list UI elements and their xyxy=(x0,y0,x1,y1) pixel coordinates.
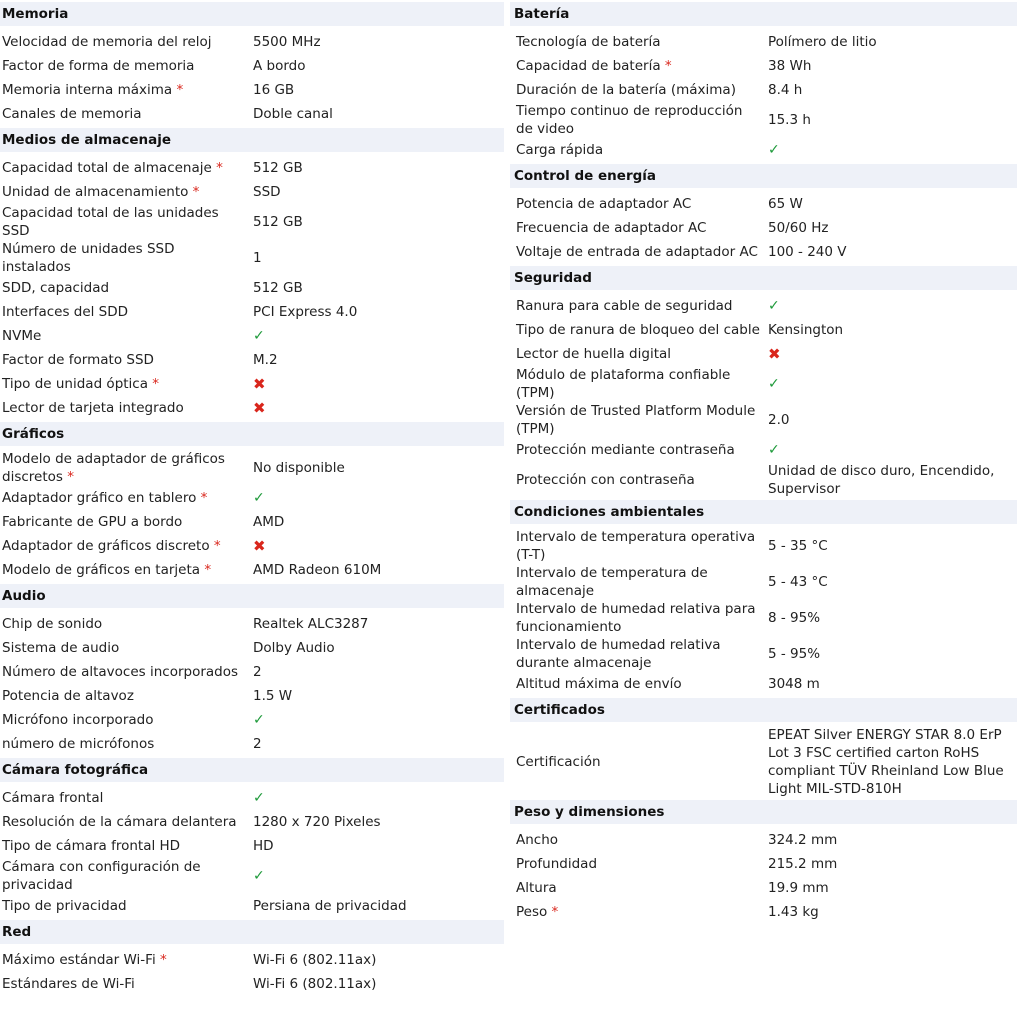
check-icon: ✓ xyxy=(768,142,780,158)
spec-label-text: Micrófono incorporado xyxy=(2,712,154,728)
spec-label-text: Duración de la batería (máxima) xyxy=(516,82,736,98)
section-seguridad xyxy=(510,264,1017,498)
spec-value: Wi-Fi 6 (802.11ax) xyxy=(253,976,377,992)
spec-label-text: Canales de memoria xyxy=(2,106,142,122)
spec-value: 8.4 h xyxy=(768,82,803,98)
spec-row xyxy=(510,240,1017,264)
spec-label xyxy=(510,219,768,237)
spec-value: Dolby Audio xyxy=(253,640,335,656)
spec-row xyxy=(510,294,1017,318)
spec-row xyxy=(510,138,1017,162)
spec-label xyxy=(0,489,253,507)
spec-label xyxy=(0,951,253,969)
spec-label xyxy=(510,297,768,315)
spec-label-text: Modelo de gráficos en tarjeta xyxy=(2,562,201,578)
spec-row xyxy=(0,510,504,534)
spec-label-text: Protección mediante contraseña xyxy=(516,442,735,458)
spec-label xyxy=(0,615,253,633)
spec-value: 100 - 240 V xyxy=(768,244,847,260)
spec-label xyxy=(0,57,253,75)
spec-row xyxy=(0,348,504,372)
spec-label-text: Capacidad total de almacenaje xyxy=(2,160,212,176)
section-condiciones-ambientales xyxy=(510,498,1017,696)
section-header: Gráficos xyxy=(0,422,504,446)
spec-value: 512 GB xyxy=(253,280,303,296)
section-header: Seguridad xyxy=(510,266,1017,290)
spec-label-text: Tipo de privacidad xyxy=(2,898,127,914)
spec-row xyxy=(0,810,504,834)
spec-value: 16 GB xyxy=(253,82,295,98)
spec-row xyxy=(0,486,504,510)
required-asterisk: * xyxy=(209,538,221,554)
spec-label-text: Intervalo de humedad relativa durante almacenaje xyxy=(516,637,721,671)
spec-value: 19.9 mm xyxy=(768,880,829,896)
spec-row xyxy=(0,972,504,996)
spec-row xyxy=(0,156,504,180)
spec-value: 5 - 43 °C xyxy=(768,574,828,590)
section-header: Condiciones ambientales xyxy=(510,500,1017,524)
spec-label xyxy=(0,204,253,240)
spec-label xyxy=(0,711,253,729)
spec-row xyxy=(510,900,1017,924)
section-header: Audio xyxy=(0,584,504,608)
spec-label xyxy=(0,897,253,915)
spec-label xyxy=(510,402,768,438)
spec-row xyxy=(0,30,504,54)
spec-row xyxy=(0,660,504,684)
spec-row xyxy=(510,216,1017,240)
spec-row xyxy=(510,192,1017,216)
section-medios-de-almacenaje xyxy=(0,126,504,420)
spec-value: 1280 x 720 Pixeles xyxy=(253,814,381,830)
spec-row xyxy=(510,102,1017,138)
spec-row xyxy=(0,396,504,420)
spec-value: 512 GB xyxy=(253,160,303,176)
spec-label xyxy=(0,81,253,99)
check-icon: ✓ xyxy=(253,490,265,506)
spec-label-text: Módulo de plataforma confiable (TPM) xyxy=(516,367,731,401)
spec-value: Realtek ALC3287 xyxy=(253,616,369,632)
spec-label-text: Resolución de la cámara delantera xyxy=(2,814,237,830)
spec-value: 50/60 Hz xyxy=(768,220,829,236)
spec-label-text: Potencia de adaptador AC xyxy=(516,196,692,212)
cross-icon: ✖ xyxy=(253,375,266,393)
section-camara-fotografica xyxy=(0,756,504,918)
spec-label-text: Altura xyxy=(516,880,557,896)
spec-label xyxy=(510,675,768,693)
spec-label xyxy=(510,528,768,564)
spec-label-text: Factor de forma de memoria xyxy=(2,58,195,74)
spec-value: Wi-Fi 6 (802.11ax) xyxy=(253,952,377,968)
spec-label xyxy=(510,243,768,261)
required-asterisk: * xyxy=(660,58,672,74)
spec-row xyxy=(510,318,1017,342)
spec-label xyxy=(0,561,253,579)
spec-row xyxy=(510,672,1017,696)
spec-value: EPEAT Silver ENERGY STAR 8.0 ErP Lot 3 FSC certified carton RoHS compliant TÜV Rheinland Low Blue Light MIL-STD-810H xyxy=(768,727,1004,797)
spec-label xyxy=(0,375,253,393)
section-header: Medios de almacenaje xyxy=(0,128,504,152)
spec-label xyxy=(0,450,253,486)
required-asterisk: * xyxy=(547,904,559,920)
spec-label xyxy=(0,513,253,531)
spec-label-text: Número de altavoces incorporados xyxy=(2,664,239,680)
spec-row xyxy=(0,786,504,810)
spec-label-text: Carga rápida xyxy=(516,142,604,158)
spec-label-text: Peso xyxy=(516,904,548,920)
spec-label-text: Factor de formato SSD xyxy=(2,352,154,368)
spec-label-text: Tiempo continuo de reproducción de video xyxy=(516,103,743,137)
spec-row xyxy=(0,78,504,102)
spec-label xyxy=(0,33,253,51)
section-header: Batería xyxy=(510,2,1017,26)
spec-label xyxy=(0,789,253,807)
spec-label-text: Sistema de audio xyxy=(2,640,120,656)
spec-label-text: Estándares de Wi-Fi xyxy=(2,976,135,992)
section-header: Certificados xyxy=(510,698,1017,722)
spec-value: 65 W xyxy=(768,196,803,212)
spec-label xyxy=(0,639,253,657)
spec-label-text: Capacidad de batería xyxy=(516,58,661,74)
spec-label xyxy=(0,813,253,831)
spec-label xyxy=(510,141,768,159)
spec-label xyxy=(510,753,768,771)
spec-label-text: Máximo estándar Wi-Fi xyxy=(2,952,156,968)
spec-value: AMD Radeon 610M xyxy=(253,562,382,578)
spec-value: AMD xyxy=(253,514,285,530)
spec-label-text: Fabricante de GPU a bordo xyxy=(2,514,183,530)
spec-label xyxy=(510,366,768,402)
spec-label xyxy=(510,855,768,873)
required-asterisk: * xyxy=(148,376,160,392)
spec-label xyxy=(510,321,768,339)
spec-value: 324.2 mm xyxy=(768,832,838,848)
spec-row xyxy=(0,180,504,204)
spec-value: A bordo xyxy=(253,58,306,74)
check-icon: ✓ xyxy=(768,442,780,458)
spec-row xyxy=(0,450,504,486)
spec-label xyxy=(0,975,253,993)
spec-label-text: Certificación xyxy=(516,754,601,770)
check-icon: ✓ xyxy=(768,376,780,392)
spec-column-right xyxy=(510,0,1017,996)
spec-label-text: Altitud máxima de envío xyxy=(516,676,682,692)
spec-value: SSD xyxy=(253,184,281,200)
spec-label xyxy=(0,537,253,555)
cross-icon: ✖ xyxy=(253,399,266,417)
spec-row xyxy=(510,600,1017,636)
spec-value: No disponible xyxy=(253,460,345,476)
spec-label-text: Interfaces del SDD xyxy=(2,304,129,320)
spec-label-text: Intervalo de humedad relativa para funcionamiento xyxy=(516,601,756,635)
spec-label-text: Tecnología de batería xyxy=(516,34,661,50)
required-asterisk: * xyxy=(188,184,200,200)
spec-label xyxy=(510,879,768,897)
spec-label-text: número de micrófonos xyxy=(2,736,155,752)
check-icon: ✓ xyxy=(768,298,780,314)
spec-label-text: NVMe xyxy=(2,328,42,344)
spec-value: 15.3 h xyxy=(768,112,811,128)
spec-row xyxy=(510,402,1017,438)
spec-label xyxy=(510,441,768,459)
spec-row xyxy=(0,204,504,240)
cross-icon: ✖ xyxy=(253,537,266,555)
spec-label xyxy=(0,351,253,369)
spec-value: 215.2 mm xyxy=(768,856,838,872)
spec-label-text: Adaptador de gráficos discreto xyxy=(2,538,210,554)
spec-label-text: Voltaje de entrada de adaptador AC xyxy=(516,244,758,260)
spec-row xyxy=(0,948,504,972)
section-memoria xyxy=(0,0,504,126)
spec-label xyxy=(510,831,768,849)
spec-label-text: Lector de tarjeta integrado xyxy=(2,400,184,416)
section-peso-y-dimensiones xyxy=(510,798,1017,924)
spec-label xyxy=(0,399,253,417)
spec-row xyxy=(510,54,1017,78)
spec-label-text: Modelo de adaptador de gráficos discretos xyxy=(2,451,225,485)
spec-label xyxy=(0,105,253,123)
required-asterisk: * xyxy=(155,952,167,968)
spec-label-text: Profundidad xyxy=(516,856,598,872)
spec-label-text: Unidad de almacenamiento xyxy=(2,184,189,200)
spec-value: 2 xyxy=(253,736,262,752)
spec-row xyxy=(0,858,504,894)
spec-label-text: Frecuencia de adaptador AC xyxy=(516,220,707,236)
spec-row xyxy=(0,684,504,708)
check-icon: ✓ xyxy=(253,790,265,806)
section-control-de-energia xyxy=(510,162,1017,264)
spec-row xyxy=(0,894,504,918)
spec-row xyxy=(0,732,504,756)
spec-value: Kensington xyxy=(768,322,844,338)
spec-row xyxy=(0,102,504,126)
spec-row xyxy=(0,708,504,732)
spec-label xyxy=(0,240,253,276)
spec-label xyxy=(510,636,768,672)
spec-row xyxy=(510,342,1017,366)
spec-row xyxy=(510,528,1017,564)
spec-value: 2.0 xyxy=(768,412,790,428)
spec-label-text: Intervalo de temperatura operativa (T-T) xyxy=(516,529,756,563)
spec-row xyxy=(510,78,1017,102)
spec-value: 3048 m xyxy=(768,676,820,692)
required-asterisk: * xyxy=(211,160,223,176)
check-icon: ✓ xyxy=(253,712,265,728)
spec-label-text: Cámara frontal xyxy=(2,790,104,806)
spec-label xyxy=(510,102,768,138)
spec-label-text: Velocidad de memoria del reloj xyxy=(2,34,212,50)
spec-value: M.2 xyxy=(253,352,278,368)
spec-value: 1.5 W xyxy=(253,688,293,704)
spec-row xyxy=(510,366,1017,402)
spec-row xyxy=(0,558,504,582)
section-header: Memoria xyxy=(0,2,504,26)
spec-value: Unidad de disco duro, Encendido, Supervisor xyxy=(768,463,995,497)
section-header: Control de energía xyxy=(510,164,1017,188)
spec-value: PCI Express 4.0 xyxy=(253,304,358,320)
spec-label-text: Intervalo de temperatura de almacenaje xyxy=(516,565,708,599)
spec-label xyxy=(0,303,253,321)
spec-value: 1.43 kg xyxy=(768,904,819,920)
spec-row xyxy=(510,852,1017,876)
spec-row xyxy=(0,300,504,324)
spec-value: Persiana de privacidad xyxy=(253,898,407,914)
spec-label xyxy=(510,600,768,636)
spec-label xyxy=(510,81,768,99)
spec-label-text: Tipo de cámara frontal HD xyxy=(2,838,181,854)
spec-value: 1 xyxy=(253,250,262,266)
spec-label-text: Adaptador gráfico en tablero xyxy=(2,490,197,506)
spec-label xyxy=(0,858,253,894)
cross-icon: ✖ xyxy=(768,345,781,363)
spec-label xyxy=(0,687,253,705)
spec-row xyxy=(510,30,1017,54)
spec-label xyxy=(510,33,768,51)
spec-label-text: Chip de sonido xyxy=(2,616,103,632)
spec-row xyxy=(0,372,504,396)
spec-label-text: Ranura para cable de seguridad xyxy=(516,298,733,314)
spec-value: Doble canal xyxy=(253,106,333,122)
spec-label xyxy=(0,279,253,297)
spec-row xyxy=(510,438,1017,462)
spec-label xyxy=(510,57,768,75)
spec-label xyxy=(0,159,253,177)
spec-label-text: Tipo de ranura de bloqueo del cable xyxy=(516,322,760,338)
spec-value: 38 Wh xyxy=(768,58,812,74)
spec-label-text: SDD, capacidad xyxy=(2,280,110,296)
section-red xyxy=(0,918,504,996)
spec-value: 2 xyxy=(253,664,262,680)
spec-label-text: Versión de Trusted Platform Module (TPM) xyxy=(516,403,756,437)
spec-label-text: Potencia de altavoz xyxy=(2,688,134,704)
spec-row xyxy=(510,462,1017,498)
spec-label xyxy=(510,345,768,363)
spec-label xyxy=(510,195,768,213)
spec-label xyxy=(510,471,768,489)
section-audio xyxy=(0,582,504,756)
spec-label-text: Protección con contraseña xyxy=(516,472,695,488)
spec-label xyxy=(0,183,253,201)
required-asterisk: * xyxy=(62,469,74,485)
spec-label-text: Lector de huella digital xyxy=(516,346,672,362)
spec-label-text: Número de unidades SSD instalados xyxy=(2,241,175,275)
spec-label-text: Tipo de unidad óptica xyxy=(2,376,149,392)
spec-row xyxy=(510,726,1017,798)
spec-label-text: Ancho xyxy=(516,832,559,848)
spec-row xyxy=(0,324,504,348)
section-header: Peso y dimensiones xyxy=(510,800,1017,824)
section-header: Red xyxy=(0,920,504,944)
spec-label xyxy=(0,837,253,855)
check-icon: ✓ xyxy=(253,868,265,884)
spec-column-left xyxy=(0,0,504,996)
spec-row xyxy=(510,564,1017,600)
required-asterisk: * xyxy=(200,562,212,578)
spec-row xyxy=(0,834,504,858)
spec-value: 512 GB xyxy=(253,214,303,230)
required-asterisk: * xyxy=(172,82,184,98)
spec-value: 8 - 95% xyxy=(768,610,821,626)
spec-label xyxy=(0,735,253,753)
spec-row xyxy=(510,876,1017,900)
spec-row xyxy=(0,612,504,636)
spec-value: HD xyxy=(253,838,274,854)
section-graficos xyxy=(0,420,504,582)
spec-label-text: Memoria interna máxima xyxy=(2,82,173,98)
spec-row xyxy=(0,276,504,300)
spec-value: 5 - 95% xyxy=(768,646,821,662)
spec-value: Polímero de litio xyxy=(768,34,877,50)
spec-row xyxy=(0,636,504,660)
section-bateria xyxy=(510,0,1017,162)
section-certificados xyxy=(510,696,1017,798)
spec-label xyxy=(510,903,768,921)
check-icon: ✓ xyxy=(253,328,265,344)
spec-value: 5500 MHz xyxy=(253,34,321,50)
spec-row xyxy=(0,54,504,78)
spec-label xyxy=(510,564,768,600)
spec-label xyxy=(0,327,253,345)
spec-row xyxy=(510,636,1017,672)
section-header: Cámara fotográfica xyxy=(0,758,504,782)
spec-row xyxy=(510,828,1017,852)
spec-row xyxy=(0,240,504,276)
spec-label-text: Cámara con configuración de privacidad xyxy=(2,859,201,893)
spec-row xyxy=(0,534,504,558)
required-asterisk: * xyxy=(196,490,208,506)
spec-label-text: Capacidad total de las unidades SSD xyxy=(2,205,219,239)
spec-value: 5 - 35 °C xyxy=(768,538,828,554)
spec-label xyxy=(0,663,253,681)
